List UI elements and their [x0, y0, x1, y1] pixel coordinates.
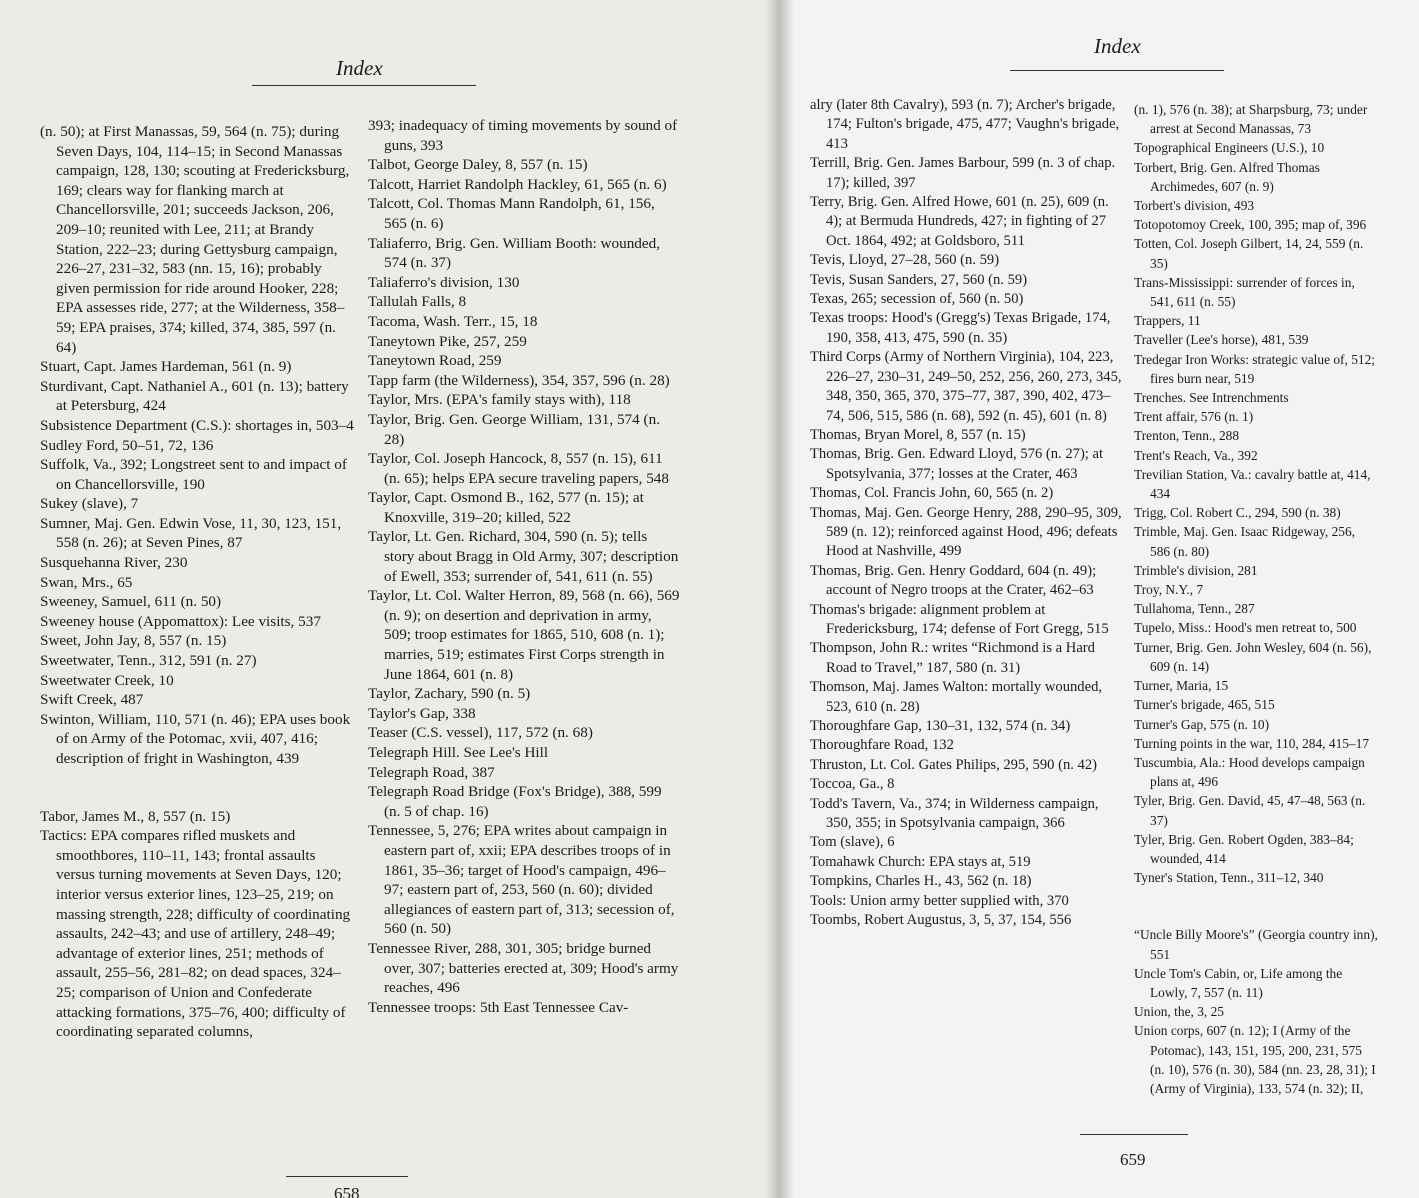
index-entry: Terrill, Brig. Gen. James Barbour, 599 (n. 3 of chap. 17); killed, 397 — [810, 155, 1116, 191]
index-entry: Telegraph Road Bridge (Fox's Bridge), 388, 599 (n. 5 of chap. 16) — [368, 783, 662, 820]
index-entry: Tennessee River, 288, 301, 305; bridge burned over, 307; batteries erected at, 309; Hood's army reaches, 496 — [368, 939, 679, 997]
index-entry: Tyner's Station, Tenn., 311–12, 340 — [1134, 870, 1324, 886]
index-entry: Tyler, Brig. Gen. David, 45, 47–48, 563 (n. 37) — [1134, 793, 1366, 828]
index-entry: Swift Creek, 487 — [40, 691, 144, 709]
index-entry: Trigg, Col. Robert C., 294, 590 (n. 38) — [1134, 505, 1341, 521]
index-entry: Trenton, Tenn., 288 — [1134, 428, 1240, 444]
index-entry: Totten, Col. Joseph Gilbert, 14, 24, 559 (n. 35) — [1134, 236, 1364, 271]
index-entry: Thoroughfare Road, 132 — [810, 737, 954, 754]
index-entry: Turner's Gap, 575 (n. 10) — [1134, 716, 1270, 732]
index-entry: Taliaferro's division, 130 — [368, 273, 520, 291]
index-entry: Thomas, Brig. Gen. Edward Lloyd, 576 (n. 27); at Spotsylvania, 377; losses at the Crater, 463 — [810, 446, 1104, 482]
index-entry: Tactics: EPA compares rifled muskets and smoothbores, 110–11, 143; frontal assaults versus turning movements at Seven Days, 120; interior versus exterior lines, 123–25, 219; on massing strength, 228; difficulty of coordinating assaults, 242–43; and use of artillery, 248–49; advantage of exterior lines, 251; methods of assault, 255–56, 281–82; on dead spaces, 324–25; comparison of Union and Confederate attacking formations, 375–76, 400; difficulty of coordinating separated columns, — [40, 827, 351, 1041]
index-entry: Talcott, Col. Thomas Mann Randolph, 61, 156, 565 (n. 6) — [368, 195, 655, 232]
index-column-3 — [810, 96, 1126, 930]
index-entry: Totopotomoy Creek, 100, 395; map of, 396 — [1134, 217, 1367, 233]
index-entry: Subsistence Department (C.S.): shortages in, 503–4 — [40, 416, 354, 434]
index-entry: Texas troops: Hood's (Gregg's) Texas Brigade, 174, 190, 358, 413, 475, 590 (n. 35) — [810, 310, 1111, 346]
index-entry: Turning points in the war, 110, 284, 415–17 — [1134, 735, 1370, 751]
index-entry: Taneytown Road, 259 — [368, 352, 502, 370]
index-entry: Tredegar Iron Works: strategic value of, 512; fires burn near, 519 — [1134, 351, 1376, 386]
index-entry: Tuscumbia, Ala.: Hood develops campaign plans at, 496 — [1134, 754, 1365, 790]
index-entry: Traveller (Lee's horse), 481, 539 — [1134, 332, 1309, 348]
index-entry: Taylor, Col. Joseph Hancock, 8, 557 (n. 15), 611 (n. 65); helps EPA secure traveling papers, 548 — [368, 450, 669, 487]
index-entry: Trimble, Maj. Gen. Isaac Ridgeway, 256, 586 (n. 80) — [1134, 524, 1356, 559]
index-entry: Todd's Tavern, Va., 374; in Wilderness campaign, 350, 355; in Spotsylvania campaign, 366 — [810, 795, 1099, 832]
index-entry: Terry, Brig. Gen. Alfred Howe, 601 (n. 25), 609 (n. 4); at Bermuda Hundreds, 427; in fighting of 27 Oct. 1864, 492; at Goldsboro, 511 — [810, 194, 1109, 249]
index-entry: Uncle Tom's Cabin, or, Life among the Lowly, 7, 557 (n. 11) — [1134, 965, 1343, 1000]
index-entry: Tools: Union army better supplied with, 370 — [810, 892, 1069, 909]
index-entry: Sudley Ford, 50–51, 72, 136 — [40, 436, 214, 454]
index-entry: (n. 50); at First Manassas, 59, 564 (n. 75); during Seven Days, 104, 114–15; in Second Manassas campaign, 128, 130; scouting at Fredericksburg, 169; clears way for flanking march at Chancellorsville, 201; succeeds Jackson, 206, 209–10; reunited with Lee, 211; at Brandy Station, 222–23; during Gettysburg campaign, 226–27, 231–32, 583 (nn. 15, 16); probably given permission for ride around Hooker, 228; EPA assesses ride, 277; at the Wilderness, 358–59; EPA praises, 374; killed, 374, 385, 597 (n. 64) — [40, 123, 350, 356]
index-entry: Trent's Reach, Va., 392 — [1134, 447, 1258, 463]
index-entry: Toombs, Robert Augustus, 3, 5, 37, 154, 556 — [810, 912, 1072, 929]
index-entry: Taylor, Lt. Col. Walter Herron, 89, 568 (n. 66), 569 (n. 9); on desertion and deprivation in army, 509; troop estimates for 1865, 510, 608 (n. 1); marries, 519; estimates First Corps strength in June 1864, 601 (n. 8) — [368, 587, 680, 683]
right-page — [780, 0, 1419, 1198]
letter-group-gap — [1134, 887, 1378, 925]
index-entry: Tompkins, Charles H., 43, 562 (n. 18) — [810, 873, 1032, 890]
index-entry: Toccoa, Ga., 8 — [810, 776, 895, 793]
index-entry: Sukey (slave), 7 — [40, 495, 139, 513]
index-entry: 393; inadequacy of timing movements by sound of guns, 393 — [368, 117, 678, 154]
index-entry: Thompson, John R.: writes “Richmond is a Hard Road to Travel,” 187, 580 (n. 31) — [810, 640, 1095, 676]
index-entry: Telegraph Road, 387 — [368, 763, 495, 781]
index-entry: Trevilian Station, Va.: cavalry battle at, 414, 434 — [1134, 466, 1371, 502]
index-entry: Turner's brigade, 465, 515 — [1134, 697, 1275, 713]
index-entry: Tomahawk Church: EPA stays at, 519 — [810, 853, 1031, 870]
index-entry: Tevis, Susan Sanders, 27, 560 (n. 59) — [810, 271, 1028, 288]
index-entry: Sweeney, Samuel, 611 (n. 50) — [40, 593, 222, 611]
index-entry: Thomas, Bryan Morel, 8, 557 (n. 15) — [810, 426, 1026, 443]
letter-group-gap — [40, 769, 358, 807]
index-entry: Torbert, Brig. Gen. Alfred Thomas Archimedes, 607 (n. 9) — [1134, 159, 1320, 194]
index-entry: Taylor, Brig. Gen. George William, 131, 574 (n. 28) — [368, 410, 660, 448]
index-entry: Sweet, John Jay, 8, 557 (n. 15) — [40, 632, 227, 650]
index-entry: Taylor, Zachary, 590 (n. 5) — [368, 685, 531, 703]
index-entry: (n. 1), 576 (n. 38); at Sharpsburg, 73; under arrest at Second Manassas, 73 — [1134, 102, 1368, 137]
index-entry: Taylor, Capt. Osmond B., 162, 577 (n. 15); at Knoxville, 319–20; killed, 522 — [368, 489, 644, 526]
index-entry: Sweetwater Creek, 10 — [40, 671, 174, 689]
index-entry: “Uncle Billy Moore's” (Georgia country inn), 551 — [1134, 927, 1378, 962]
index-entry: Troy, N.Y., 7 — [1134, 582, 1204, 598]
index-entry: Trenches. See Intrenchments — [1134, 390, 1289, 406]
index-entry: Thomas's brigade: alignment problem at Fredericksburg, 174; defense of Fort Gregg, 515 — [810, 601, 1109, 637]
index-entry: Sweeney house (Appomattox): Lee visits, 537 — [40, 612, 321, 630]
index-entry: Thomas, Maj. Gen. George Henry, 288, 290–95, 309, 589 (n. 12); reinforced against Hood, 496; defeats Hood at Nashville, 499 — [810, 504, 1122, 560]
index-entry: Sweetwater, Tenn., 312, 591 (n. 27) — [40, 652, 257, 670]
index-entry: Turner, Brig. Gen. John Wesley, 604 (n. 56), 609 (n. 14) — [1134, 639, 1372, 674]
index-entry: Tyler, Brig. Gen. Robert Ogden, 383–84; wounded, 414 — [1134, 831, 1354, 866]
index-entry: Tullahoma, Tenn., 287 — [1134, 601, 1255, 617]
right-head-rule — [1010, 70, 1224, 71]
index-entry: Union corps, 607 (n. 12); I (Army of the Potomac), 143, 151, 195, 200, 231, 575 (n. 10), 576 (n. 30), 584 (nn. 23, 28, 31); I (Army of Virginia), 133, 574 (n. 32); II, — [1134, 1023, 1376, 1096]
left-running-head: Index — [336, 56, 383, 80]
index-entry: Trappers, 11 — [1134, 313, 1201, 329]
left-folio: 658 — [334, 1184, 360, 1198]
index-entry: Union, the, 3, 25 — [1134, 1004, 1225, 1020]
index-entry: Torbert's division, 493 — [1134, 198, 1255, 214]
index-entry: alry (later 8th Cavalry), 593 (n. 7); Archer's brigade, 174; Fulton's brigade, 475, 477; Vaughn's brigade, 413 — [810, 97, 1120, 152]
index-entry: Texas, 265; secession of, 560 (n. 50) — [810, 291, 1024, 308]
index-entry: Third Corps (Army of Northern Virginia), 104, 223, 226–27, 230–31, 249–50, 252, 256, 260, 273, 345, 348, 350, 365, 370, 375–77, 387, 390, 402, 473–74, 506, 515, 586 (n. 68), 592 (n. 45), 601 (n. 8) — [810, 349, 1122, 424]
index-entry: Taylor, Lt. Gen. Richard, 304, 590 (n. 5); tells story about Bragg in Old Army, 307; description of Ewell, 353; surrender of, 541, 611 (n. 55) — [368, 528, 679, 585]
index-entry: Tapp farm (the Wilderness), 354, 357, 596 (n. 28) — [368, 371, 670, 389]
right-folio-rule — [1080, 1134, 1188, 1135]
left-head-rule — [252, 85, 476, 86]
index-entry: Telegraph Hill. See Lee's Hill — [368, 744, 549, 761]
index-entry: Sturdivant, Capt. Nathaniel A., 601 (n. 13); battery at Petersburg, 424 — [40, 377, 349, 415]
index-entry: Sumner, Maj. Gen. Edwin Vose, 11, 30, 123, 151, 558 (n. 26); at Seven Pines, 87 — [40, 514, 342, 552]
index-entry: Taylor's Gap, 338 — [368, 704, 476, 722]
index-column-1 — [40, 122, 358, 1042]
index-column-2 — [368, 116, 680, 1017]
index-entry: Teaser (C.S. vessel), 117, 572 (n. 68) — [368, 724, 593, 742]
index-entry: Trent affair, 576 (n. 1) — [1134, 409, 1254, 425]
book-gutter — [765, 0, 795, 1198]
index-entry: Swinton, William, 110, 571 (n. 46); EPA uses book of on Army of the Potomac, xvii, 407, 416; description of fright in Washington, 439 — [40, 710, 351, 767]
index-entry: Tevis, Lloyd, 27–28, 560 (n. 59) — [810, 252, 1000, 269]
index-entry: Thomas, Brig. Gen. Henry Goddard, 604 (n. 49); account of Negro troops at the Crater, 462–63 — [810, 562, 1097, 599]
index-entry: Talbot, George Daley, 8, 557 (n. 15) — [368, 156, 588, 174]
index-entry: Swan, Mrs., 65 — [40, 573, 133, 591]
index-entry: Suffolk, Va., 392; Longstreet sent to and impact of on Chancellorsville, 190 — [40, 456, 347, 493]
index-entry: Tupelo, Miss.: Hood's men retreat to, 500 — [1134, 620, 1357, 636]
index-entry: Susquehanna River, 230 — [40, 554, 188, 572]
index-entry: Trimble's division, 281 — [1134, 562, 1258, 578]
index-entry: Thoroughfare Gap, 130–31, 132, 574 (n. 34) — [810, 718, 1071, 734]
index-entry: Tallulah Falls, 8 — [368, 293, 467, 311]
index-entry: Tennessee troops: 5th East Tennessee Cav- — [368, 998, 629, 1016]
index-entry: Thruston, Lt. Col. Gates Philips, 295, 590 (n. 42) — [810, 756, 1098, 773]
index-entry: Tacoma, Wash. Terr., 15, 18 — [368, 312, 538, 330]
index-entry: Thomson, Maj. James Walton: mortally wounded, 523, 610 (n. 28) — [810, 679, 1103, 715]
index-entry: Talcott, Harriet Randolph Hackley, 61, 565 (n. 6) — [368, 175, 667, 193]
right-running-head: Index — [1094, 34, 1141, 58]
index-entry: Taliaferro, Brig. Gen. William Booth: wounded, 574 (n. 37) — [368, 234, 661, 272]
index-entry: Thomas, Col. Francis John, 60, 565 (n. 2) — [810, 485, 1054, 502]
index-entry: Taylor, Mrs. (EPA's family stays with), 118 — [368, 391, 631, 409]
index-entry: Stuart, Capt. James Hardeman, 561 (n. 9) — [40, 358, 292, 376]
index-entry: Tom (slave), 6 — [810, 834, 895, 851]
index-column-4 — [1134, 100, 1378, 1098]
left-folio-rule — [286, 1176, 408, 1177]
index-entry: Turner, Maria, 15 — [1134, 678, 1229, 694]
index-entry: Taneytown Pike, 257, 259 — [368, 332, 527, 350]
right-folio: 659 — [1120, 1150, 1146, 1169]
index-entry: Trans-Mississippi: surrender of forces in, 541, 611 (n. 55) — [1134, 274, 1355, 310]
index-entry: Tabor, James M., 8, 557 (n. 15) — [40, 807, 231, 825]
index-entry: Topographical Engineers (U.S.), 10 — [1134, 140, 1325, 156]
index-entry: Tennessee, 5, 276; EPA writes about campaign in eastern part of, xxii; EPA describes troops of in 1861, 35–36; target of Hood's campaign, 496–97; eastern part of, 253, 560 (n. 60); divided allegiances of eastern part of, 313; secession of, 560 (n. 50) — [368, 822, 675, 938]
